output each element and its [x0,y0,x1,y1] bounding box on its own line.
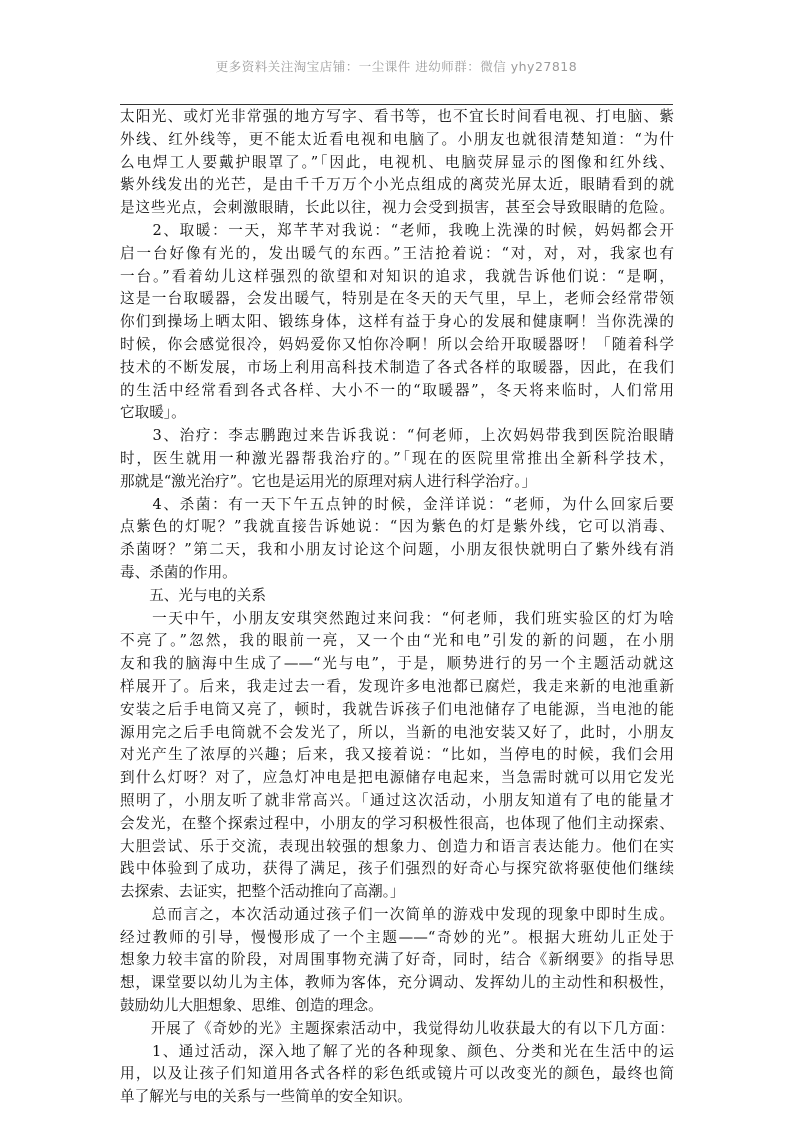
text-line: 那就是“激光治疗”。它也是运用光的原理对病人进行科学治疗。」 [120,472,537,490]
text-line: 毒、杀菌的作用。 [120,563,237,581]
text-line: 2、取暖：一天，郑芊芊对我说：“老师，我晚上洗澡的时候，妈妈都会开 [120,221,674,239]
text-line: 鼓励幼儿大胆想象、思维、创造的理念。 [120,997,383,1015]
text-line: 的生活中经常看到各式各样、大小不一的“取暖器”，冬天将来临时，人们常用 [120,381,674,399]
text-line: 启一台好像有光的，发出暖气的东西。”王洁抢着说：“对，对，对，我家也有 [120,244,674,262]
text-line: 安装之后手电筒又亮了，顿时，我就告诉孩子们电池储存了电能源，当电池的能 [120,700,674,718]
text-line: 点紫色的灯呢？”我就直接告诉她说：“因为紫色的灯是紫外线，它可以消毒、 [120,518,674,536]
text-line: 技术的不断发展，市场上利用高科技术制造了各式各样的取暖器，因此，在我们 [120,358,674,376]
text-line: 用，以及让孩子们知道用各式各样的彩色纸或镜片可以改变光的颜色，最终也简 [120,1065,674,1083]
text-line: 样展开了。后来，我走过去一看，发现许多电池都已腐烂，我走来新的电池重新 [120,677,674,695]
text-line: 一台。”看着幼儿这样强烈的欲望和对知识的追求，我就告诉他们说：“是啊， [120,267,674,285]
text-line: 你们到操场上晒太阳、锻练身体，这样有益于身心的发展和健康啊！当你洗澡的 [120,313,674,331]
text-line: 这是一台取暖器，会发出暖气，特别是在冬天的天气里，早上，老师会经常带领 [120,290,674,308]
text-line: 会发光，在整个探索过程中，小朋友的学习积极性很高，也体现了他们主动探索、 [120,814,674,832]
text-line: 大胆尝试、乐于交流，表现出较强的想象力、创造力和语言表达能力。他们在实 [120,837,674,855]
page-header-watermark: 更多资料关注淘宝店铺：一尘课件 进幼师群：微信 yhy27818 [215,59,578,74]
text-line: 友和我的脑海中生成了——“光与电”，于是，顺势进行的另一个主题活动就这 [120,655,674,673]
text-line: 是这些光点，会刺激眼睛，长此以往，视力会受到损害，甚至会导致眼睛的危险。 [120,199,674,217]
text-line: 紫外线发出的光芒，是由千千万万个小光点组成的离荧光屏太近，眼睛看到的就 [120,176,674,194]
text-line: 时候，你会感觉很冷，妈妈爱你又怕你冷啊！所以会给开取暖器呀！「随着科学 [120,335,674,353]
text-line: 总而言之，本次活动通过孩子们一次简单的游戏中发现的现象中即时生成。 [120,905,674,923]
text-line: 1、通过活动，深入地了解了光的各种现象、颜色、分类和光在生活中的运 [120,1042,674,1060]
text-line: 想象力较丰富的阶段，对周围事物充满了好奇，同时，结合《新纲要》的指导思 [120,951,674,969]
text-line: 时，医生就用一种激光器帮我治疗的。”「现在的医院里常推出全新科学技术， [120,449,674,467]
text-line: 对光产生了浓厚的兴趣；后来，我又接着说：“比如，当停电的时候，我们会用 [120,746,674,764]
document-body [120,106,674,1109]
header-rule [120,104,673,105]
text-line: 单了解光与电的关系与一些简单的安全知识。 [120,1088,412,1106]
text-line: 开展了《奇妙的光》主题探索活动中，我觉得幼儿收获最大的有以下几方面： [120,1019,674,1037]
text-line: 一天中午，小朋友安琪突然跑过来问我：“何老师，我们班实验区的灯为啥 [120,609,674,627]
text-line: 经过教师的引导，慢慢形成了一个主题——“奇妙的光”。根据大班幼儿正处于 [120,928,674,946]
text-line: 么电焊工人要戴护眼罩了。”「因此，电视机、电脑荧屏显示的图像和红外线、 [120,153,674,171]
text-line: 4、杀菌：有一天下午五点钟的时候，金洋详说：“老师，为什么回家后要 [120,495,674,513]
text-line: 去探索、去证实，把整个活动推向了高潮。」 [120,883,405,901]
text-line: 到什么灯呀？对了，应急灯冲电是把电源储存电起来，当急需时就可以用它发光 [120,769,674,787]
text-line: 源用完之后手电筒就不会发光了，所以，当新的电池安装又好了，此时，小朋友 [120,723,674,741]
text-line: 想，课堂要以幼儿为主体，教师为客体，充分调动、发挥幼儿的主动性和积极性， [120,974,674,992]
text-line: 照明了，小朋友听了就非常高兴。「通过这次活动，小朋友知道有了电的能量才 [120,791,674,809]
text-line: 它取暖」。 [120,404,186,422]
text-line: 杀菌呀？”第二天，我和小朋友讨论这个问题，小朋友很快就明白了紫外线有消 [120,541,674,559]
text-line: 五、光与电的关系 [120,586,266,604]
text-line: 践中体验到了成功，获得了满足，孩子们强烈的好奇心与探究欲将驱使他们继续 [120,860,674,878]
text-line: 外线、红外线等，更不能太近看电视和电脑了。小朋友也就很清楚知道：“为什 [120,130,674,148]
text-line: 不亮了。”忽然，我的眼前一亮，又一个由“光和电”引发的新的问题，在小朋 [120,632,674,650]
text-line: 3、治疗：李志鹏跑过来告诉我说：“何老师，上次妈妈带我到医院治眼睛 [120,427,674,445]
text-line: 太阳光、或灯光非常强的地方写字、看书等，也不宜长时间看电视、打电脑、紫 [120,108,674,125]
